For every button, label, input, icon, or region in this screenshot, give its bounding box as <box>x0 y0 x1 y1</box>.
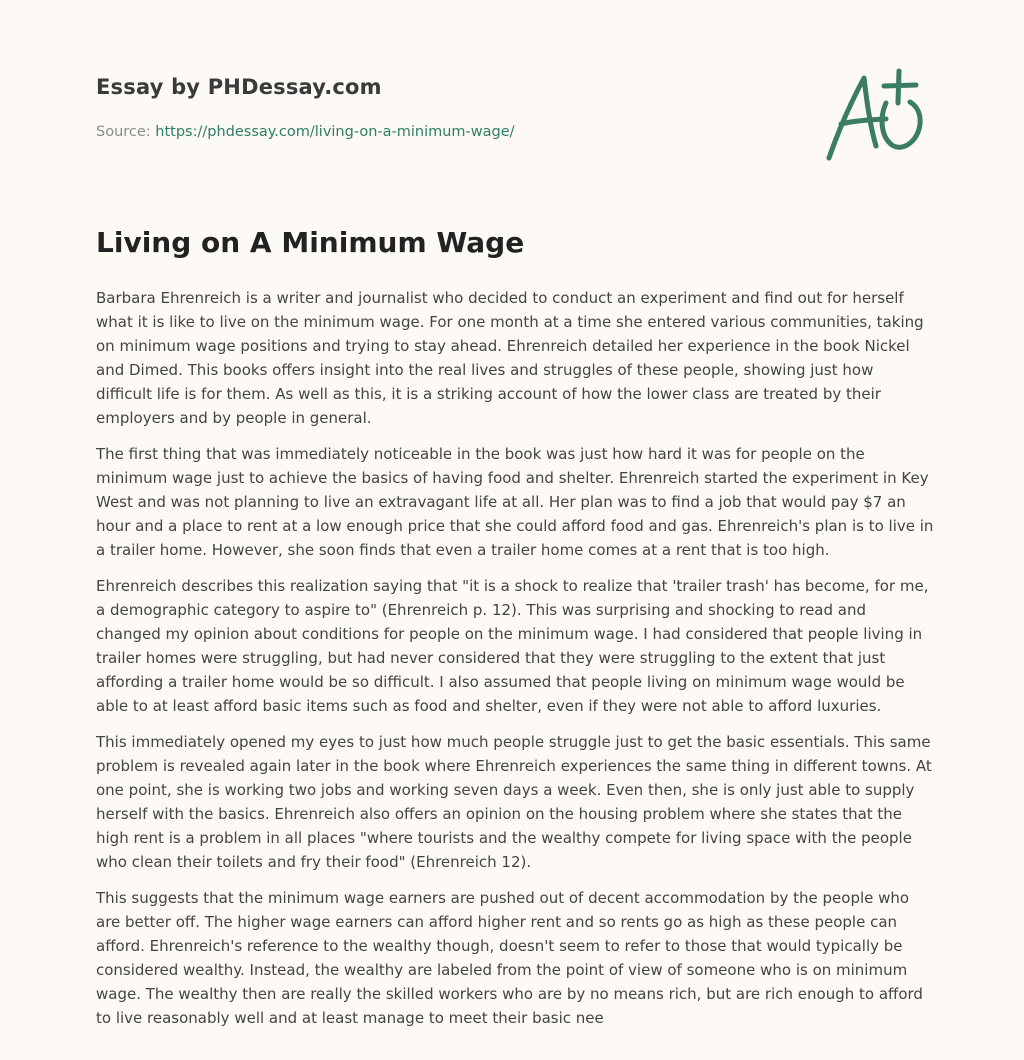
source-link[interactable]: https://phdessay.com/living-on-a-minimum-wage/ <box>155 124 515 140</box>
source-label: Source: <box>96 124 151 140</box>
essay-body <box>96 286 934 1042</box>
circle-stroke <box>882 102 920 147</box>
a-plus-grade-icon <box>820 66 930 166</box>
essay-paragraph: Ehrenreich describes this realization saying that "it is a shock to realize that 'trailer trash' has become, for me, a demographic category to aspire to" (Ehrenreich p. 12). This was surprising and shocking to read and changed my opinion about conditions for people on the minimum wage. I had considered that people living in trailer homes were struggling, but had never considered that they were struggling to the extent that just affording a trailer home would be so difficult. I also assumed that people living on minimum wage would be able to at least afford basic items such as food and shelter, even if they were not able to afford luxuries. <box>96 577 929 715</box>
essay-paragraph: This immediately opened my eyes to just how much people struggle just to get the basic essentials. This same problem is revealed again later in the book where Ehrenreich experiences the same thing in different towns. At one point, she is working two jobs and working seven days a week. Even then, she is only just able to supply herself with the basics. Ehrenreich also offers an opinion on the housing problem where she states that the high rent is a problem in all places "where tourists and the wealthy compete for living space with the people who clean their toilets and fry their food" (Ehrenreich 12). <box>96 733 932 871</box>
essay-paragraph: The first thing that was immediately noticeable in the book was just how hard it was for people on the minimum wage just to achieve the basics of having food and shelter. Ehrenreich started the experiment in Key West and was not planning to live an extravagant life at all. Her plan was to find a job that would pay $7 an hour and a place to rent at a low enough price that she could afford food and gas. Ehrenreich's plan is to live in a trailer home. However, she soon finds that even a trailer home comes at a rent that is too high. <box>96 445 934 559</box>
site-brand: Essay by PHDessay.com <box>96 75 382 99</box>
essay-paragraph: Barbara Ehrenreich is a writer and journalist who decided to conduct an experiment and find out for herself what it is like to live on the minimum wage. For one month at a time she entered various communities, taking on minimum wage positions and trying to stay ahead. Ehrenreich detailed her experience in the book Nickel and Dimed. This books offers insight into the real lives and struggles of these people, showing just how difficult life is for them. As well as this, it is a striking account of how the lower class are treated by their employers and by people in general. <box>96 289 924 427</box>
source-line <box>96 124 515 140</box>
essay-paragraph: This suggests that the minimum wage earners are pushed out of decent accommodation by the people who are better off. The higher wage earners can afford higher rent and so rents go as high as these people can afford. Ehrenreich's reference to the wealthy though, doesn't seem to refer to those that would typically be considered wealthy. Instead, the wealthy are labeled from the point of view of someone who is on minimum wage. The wealthy then are really the skilled workers who are by no means rich, but are rich enough to afford to live reasonably well and at least manage to meet their basic nee <box>96 889 923 1027</box>
plus-horizontal-stroke <box>884 85 916 86</box>
a-crossbar-stroke <box>841 119 886 124</box>
essay-title: Living on A Minimum Wage <box>96 226 525 259</box>
